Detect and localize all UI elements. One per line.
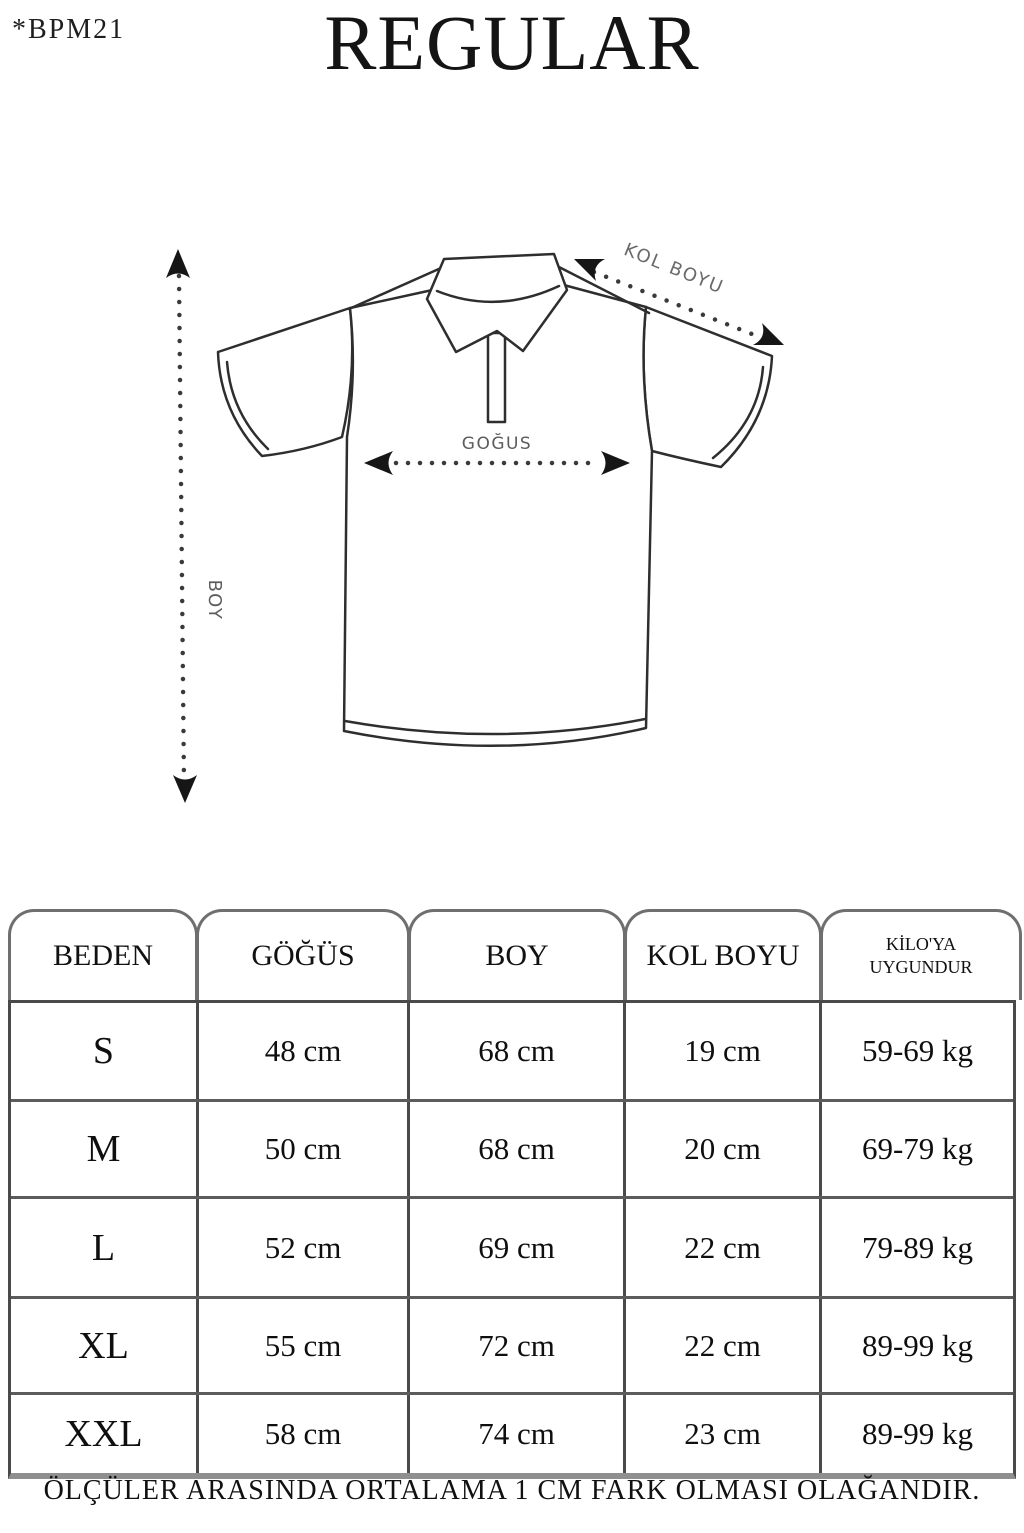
cell-weight: 89-99 kg	[819, 1299, 1013, 1392]
header-weight	[820, 909, 1022, 1000]
arrowhead-downright-icon	[753, 323, 784, 345]
cell-chest: 50 cm	[196, 1102, 407, 1196]
sleeve-label: KOL BOYU	[620, 239, 728, 299]
cell-size: XL	[78, 1324, 129, 1367]
cell-weight: 79-89 kg	[819, 1199, 1013, 1296]
header-sleeve: KOL BOYU	[624, 909, 822, 1000]
table-row	[11, 1395, 1013, 1473]
size-table-header	[8, 905, 1016, 1000]
left-sleeve	[218, 308, 352, 456]
size-table	[8, 905, 1016, 1479]
length-label: BOY	[204, 579, 225, 621]
cell-chest: 55 cm	[196, 1299, 407, 1392]
placket	[488, 333, 505, 422]
table-row	[11, 1299, 1013, 1395]
cell-length: 68 cm	[407, 1102, 623, 1196]
header-size: BEDEN	[8, 909, 198, 1000]
cell-sleeve: 22 cm	[623, 1299, 819, 1392]
table-row	[11, 1102, 1013, 1199]
cell-length: 69 cm	[407, 1199, 623, 1296]
arrowhead-up-icon	[166, 249, 190, 278]
cell-length: 68 cm	[407, 1003, 623, 1099]
header-weight-text: KİLO'YA UYGUNDUR	[869, 933, 973, 977]
arrowhead-down-icon	[173, 775, 197, 803]
cell-size: S	[92, 1030, 115, 1072]
size-table-body	[8, 1000, 1016, 1479]
cell-chest: 52 cm	[196, 1199, 407, 1296]
cell-length: 74 cm	[407, 1395, 623, 1473]
table-row	[11, 1199, 1013, 1299]
cell-sleeve: 19 cm	[623, 1003, 819, 1099]
chest-label: GOĞUS	[461, 434, 533, 454]
cell-length: 72 cm	[407, 1299, 623, 1392]
cell-weight: 69-79 kg	[819, 1102, 1013, 1196]
table-row	[11, 1003, 1013, 1102]
cell-sleeve: 22 cm	[623, 1199, 819, 1296]
cell-chest: 48 cm	[196, 1003, 407, 1099]
cell-size: M	[86, 1128, 121, 1170]
cell-chest: 58 cm	[196, 1395, 407, 1473]
cell-size: L	[91, 1226, 116, 1269]
cell-weight: 59-69 kg	[819, 1003, 1013, 1099]
page-title: REGULAR	[324, 0, 700, 86]
product-code: *BPM21	[12, 14, 126, 45]
cell-weight: 89-99 kg	[819, 1395, 1013, 1473]
tolerance-note: ÖLÇÜLER ARASINDA ORTALAMA 1 CM FARK OLMASI OLAĞANDIR.	[43, 1475, 981, 1506]
cell-sleeve: 20 cm	[623, 1102, 819, 1196]
length-arrow	[166, 249, 225, 803]
cell-sleeve: 23 cm	[623, 1395, 819, 1473]
cell-size: XXL	[64, 1413, 143, 1455]
right-sleeve	[644, 307, 772, 467]
header-chest: GÖĞÜS	[196, 909, 410, 1000]
header-length: BOY	[408, 909, 626, 1000]
